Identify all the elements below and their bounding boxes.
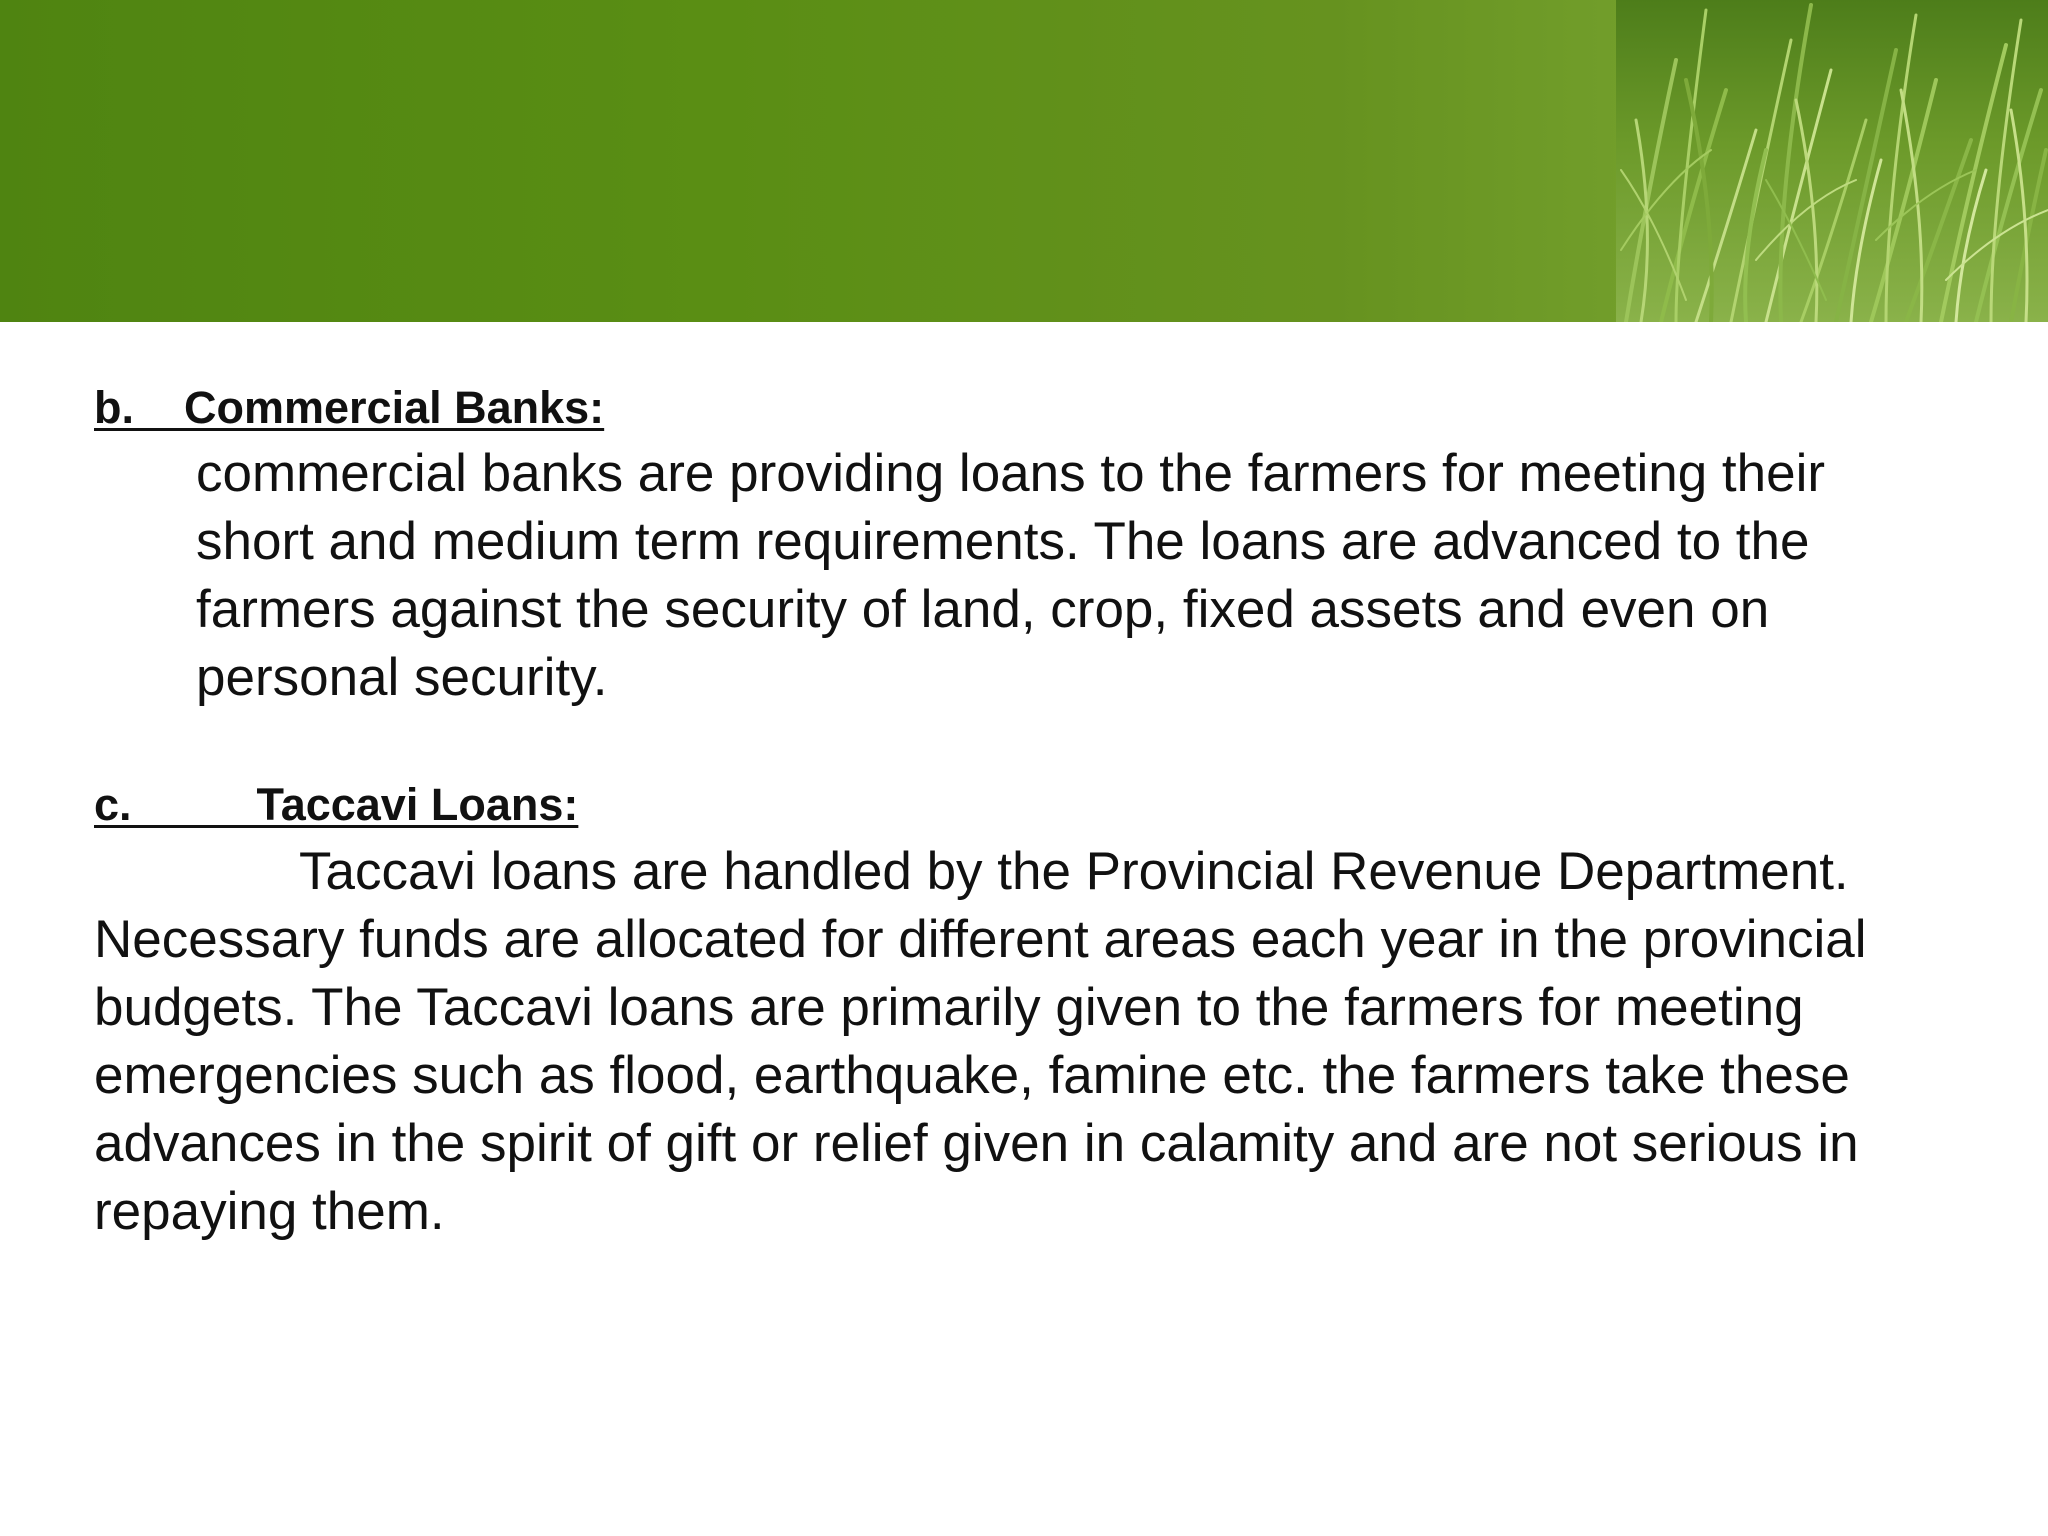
taccavi-loans-heading: c. Taccavi Loans: bbox=[94, 779, 579, 830]
commercial-banks-heading: b. Commercial Banks: bbox=[94, 382, 605, 433]
taccavi-loans-text: Taccavi loans are handled by the Provincial Revenue Department. Necessary funds are allocated for different areas each year in the provincial budgets. The Taccavi loans are primarily given to the farmers for meeting emergencies such as flood, earthquake, famine etc. the farmers take these advances in the spirit of gift or relief given in calamity and are not serious in repaying them. bbox=[94, 842, 1867, 1241]
commercial-banks-text: commercial banks are providing loans to the farmers for meeting their short and medium term requirements. The loans are advanced to the farmers against the security of land, crop, fixed assets and even on personal security. bbox=[196, 444, 1825, 707]
grass-image bbox=[1616, 0, 2048, 322]
